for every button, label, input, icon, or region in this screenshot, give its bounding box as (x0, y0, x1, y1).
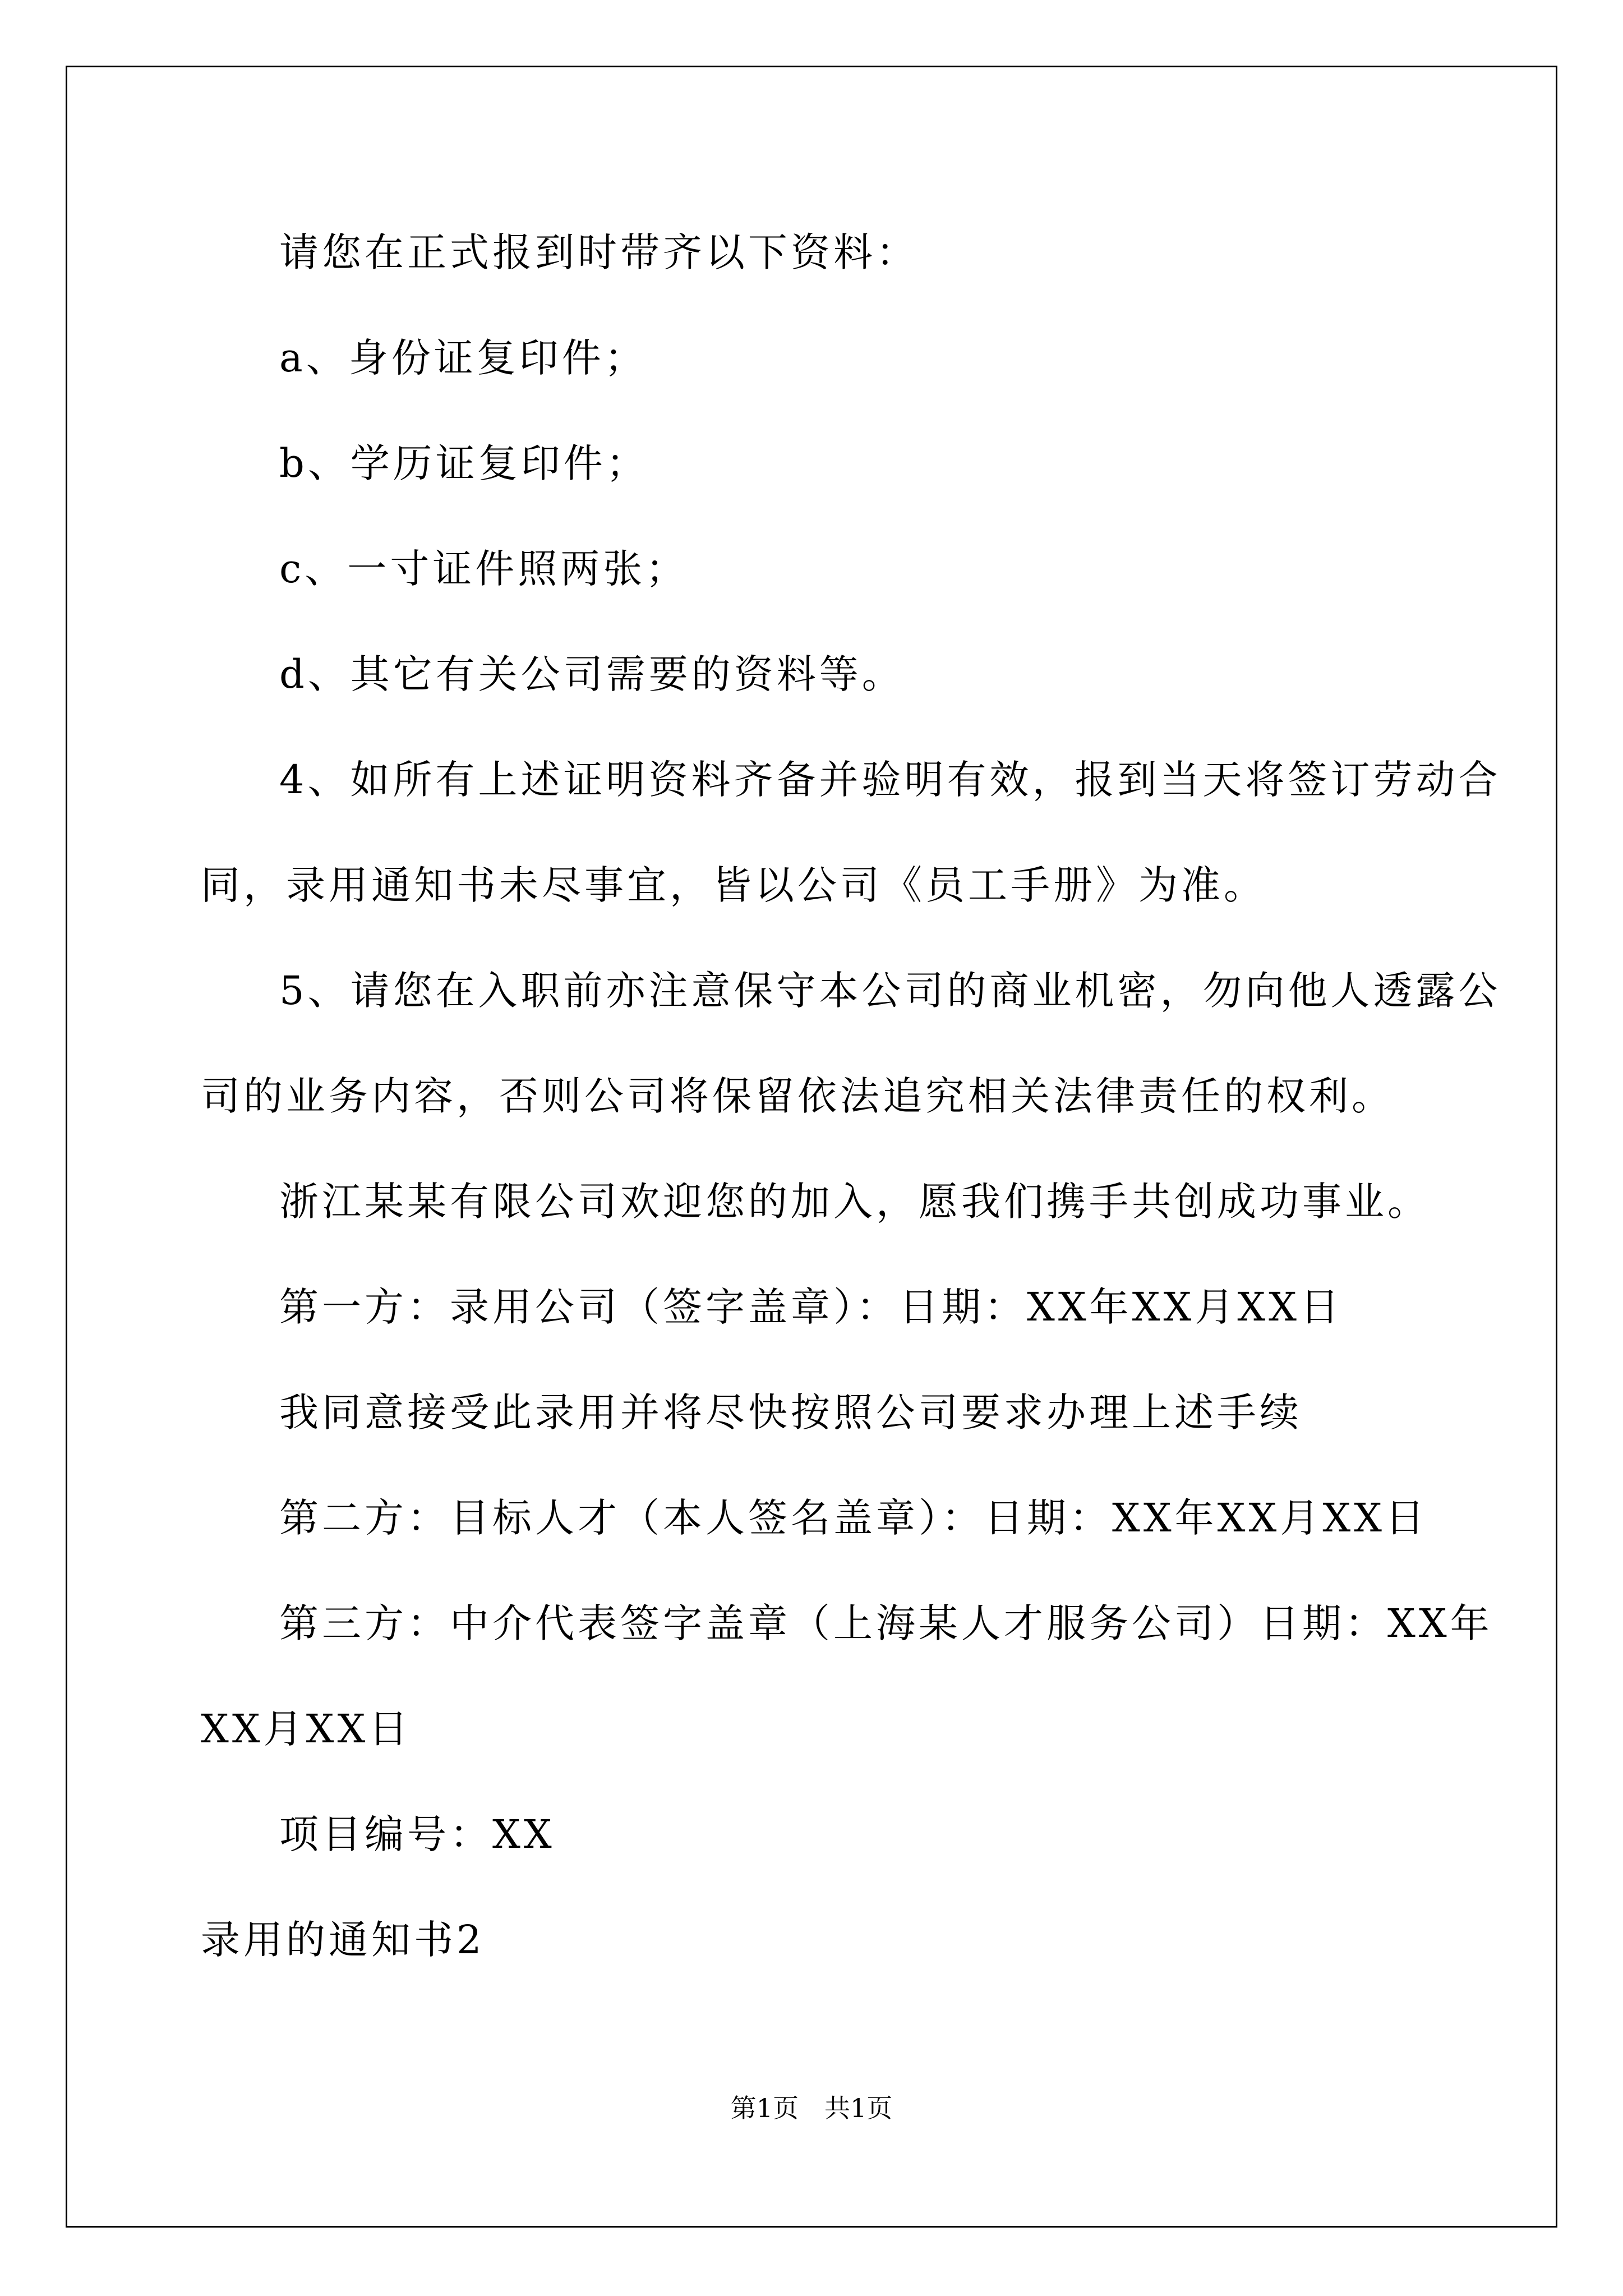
page-number-footer: 第1页 共1页 (730, 2093, 893, 2123)
section-heading: 录用的通知书2 (201, 1917, 485, 1963)
text-line-clause-5-end: 司的业务内容，否则公司将保留依法追究相关法律责任的权利。 (201, 1073, 1394, 1119)
text-line-project-number: 项目编号：XX (279, 1811, 555, 1857)
text-line-party-one: 第一方：录用公司（签字盖章）：日期：XX年XX月XX日 (279, 1284, 1343, 1330)
text-line-party-three-start: 第三方：中介代表签字盖章（上海某人才服务公司）日期：XX年 (279, 1600, 1493, 1646)
text-line-party-three-end: XX月XX日 (201, 1706, 412, 1752)
text-line-clause-4-end: 同，录用通知书未尽事宜，皆以公司《员工手册》为准。 (201, 862, 1266, 908)
text-line-welcome: 浙江某某有限公司欢迎您的加入，愿我们携手共创成功事业。 (279, 1179, 1430, 1225)
page-border (66, 66, 1557, 2228)
text-line-materials-intro: 请您在正式报到时带齐以下资料： (279, 229, 919, 275)
text-line-clause-5-start: 5、请您在入职前亦注意保守本公司的商业机密，勿向他人透露公 (279, 968, 1501, 1014)
text-line-item-a: a、身份证复印件； (279, 335, 647, 381)
text-line-clause-4-start: 4、如所有上述证明资料齐备并验明有效，报到当天将签订劳动合 (279, 757, 1501, 803)
text-line-item-d: d、其它有关公司需要的资料等。 (279, 651, 905, 697)
text-line-item-c: c、一寸证件照两张； (279, 546, 689, 592)
text-line-acceptance: 我同意接受此录用并将尽快按照公司要求办理上述手续 (279, 1389, 1302, 1435)
text-line-item-b: b、学历证复印件； (279, 440, 649, 486)
text-line-party-two: 第二方：目标人才（本人签名盖章）：日期：XX年XX月XX日 (279, 1495, 1428, 1541)
